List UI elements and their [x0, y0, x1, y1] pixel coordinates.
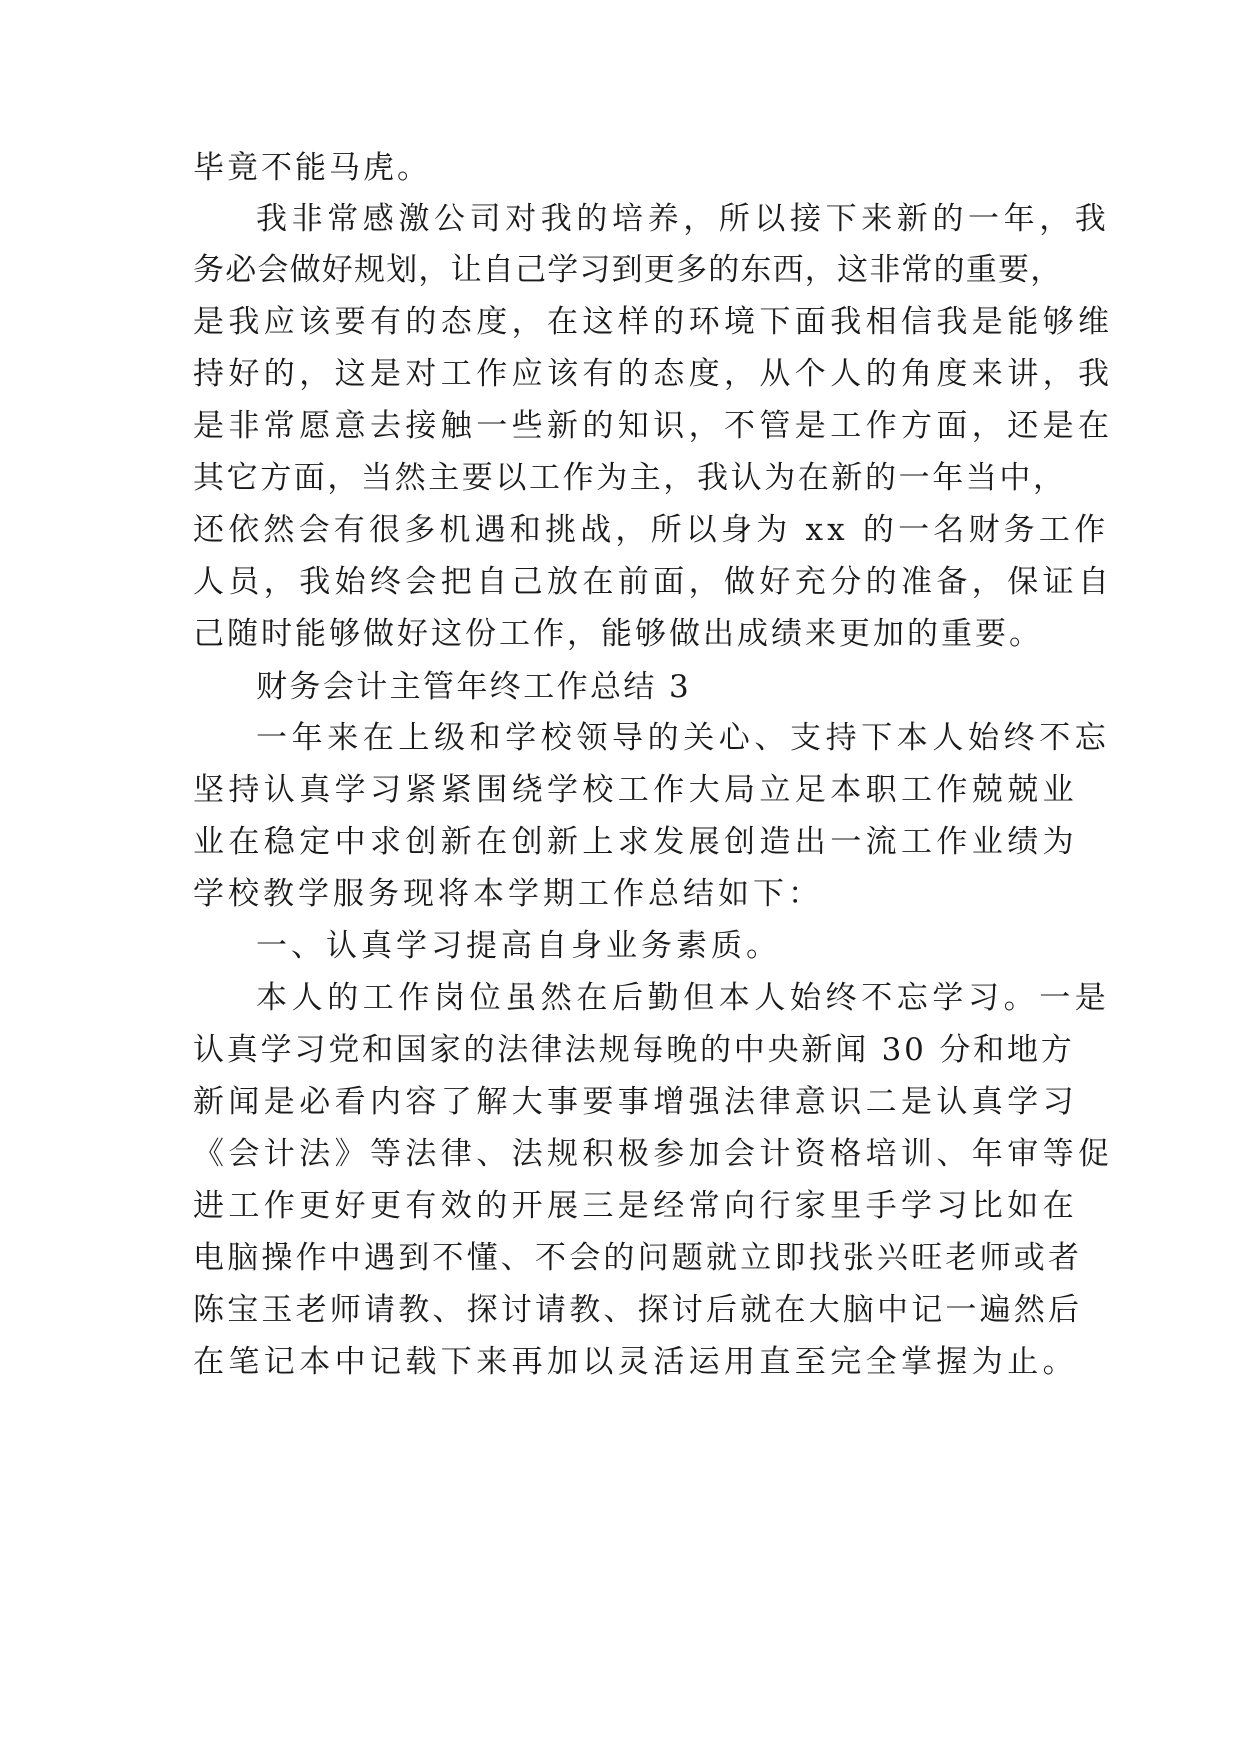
- paragraph-line: 持好的，这是对工作应该有的态度，从个人的角度来讲，我: [193, 356, 1114, 392]
- paragraph-line: 《会计法》等法律、法规积极参加会计资格培训、年审等促: [193, 1136, 1114, 1172]
- paragraph-line: 坚持认真学习紧紧围绕学校工作大局立足本职工作兢兢业: [193, 772, 1078, 808]
- paragraph-line: 己随时能够做好这份工作，能够做出成绩来更加的重要。: [193, 616, 1043, 652]
- section-heading: 一、认真学习提高自身业务素质。: [256, 928, 781, 964]
- paragraph-line: 认真学习党和国家的法律法规每晚的中央新闻 30 分和地方: [193, 1032, 1075, 1068]
- paragraph-line: 进工作更好更有效的开展三是经常向行家里手学习比如在: [193, 1188, 1078, 1224]
- paragraph-line: 在笔记本中记载下来再加以灵活运用直至完全掌握为止。: [193, 1344, 1078, 1380]
- paragraph-line: 学校教学服务现将本学期工作总结如下：: [193, 876, 823, 912]
- paragraph-line: 其它方面，当然主要以工作为主，我认为在新的一年当中，: [193, 460, 1067, 496]
- paragraph-line: 是非常愿意去接触一些新的知识，不管是工作方面，还是在: [193, 408, 1114, 444]
- paragraph-line: 是我应该要有的态度，在这样的环境下面我相信我是能够维: [193, 304, 1114, 340]
- paragraph-line: 人员，我始终会把自己放在前面，做好充分的准备，保证自: [193, 564, 1114, 600]
- paragraph-line: 新闻是必看内容了解大事要事增强法律意识二是认真学习: [193, 1084, 1078, 1120]
- paragraph-line: 一年来在上级和学校领导的关心、支持下本人始终不忘: [256, 720, 1111, 756]
- paragraph-line: 务必会做好规划，让自己学习到更多的东西，这非常的重要，: [193, 252, 1063, 288]
- paragraph-line: 本人的工作岗位虽然在后勤但本人始终不忘学习。一是: [256, 980, 1111, 1016]
- paragraph-line: 陈宝玉老师请教、探讨请教、探讨后就在大脑中记一遍然后: [193, 1292, 1083, 1328]
- section-heading: 财务会计主管年终工作总结 3: [256, 669, 692, 705]
- paragraph-line: 业在稳定中求创新在创新上求发展创造出一流工作业绩为: [193, 824, 1078, 860]
- paragraph-line: 毕竟不能马虎。: [193, 150, 431, 186]
- paragraph-line: 还依然会有很多机遇和挑战，所以身为 xx 的一名财务工作: [193, 512, 1110, 548]
- paragraph-line: 电脑操作中遇到不懂、不会的问题就立即找张兴旺老师或者: [193, 1240, 1083, 1276]
- paragraph-line: 我非常感激公司对我的培养，所以接下来新的一年，我: [256, 201, 1111, 237]
